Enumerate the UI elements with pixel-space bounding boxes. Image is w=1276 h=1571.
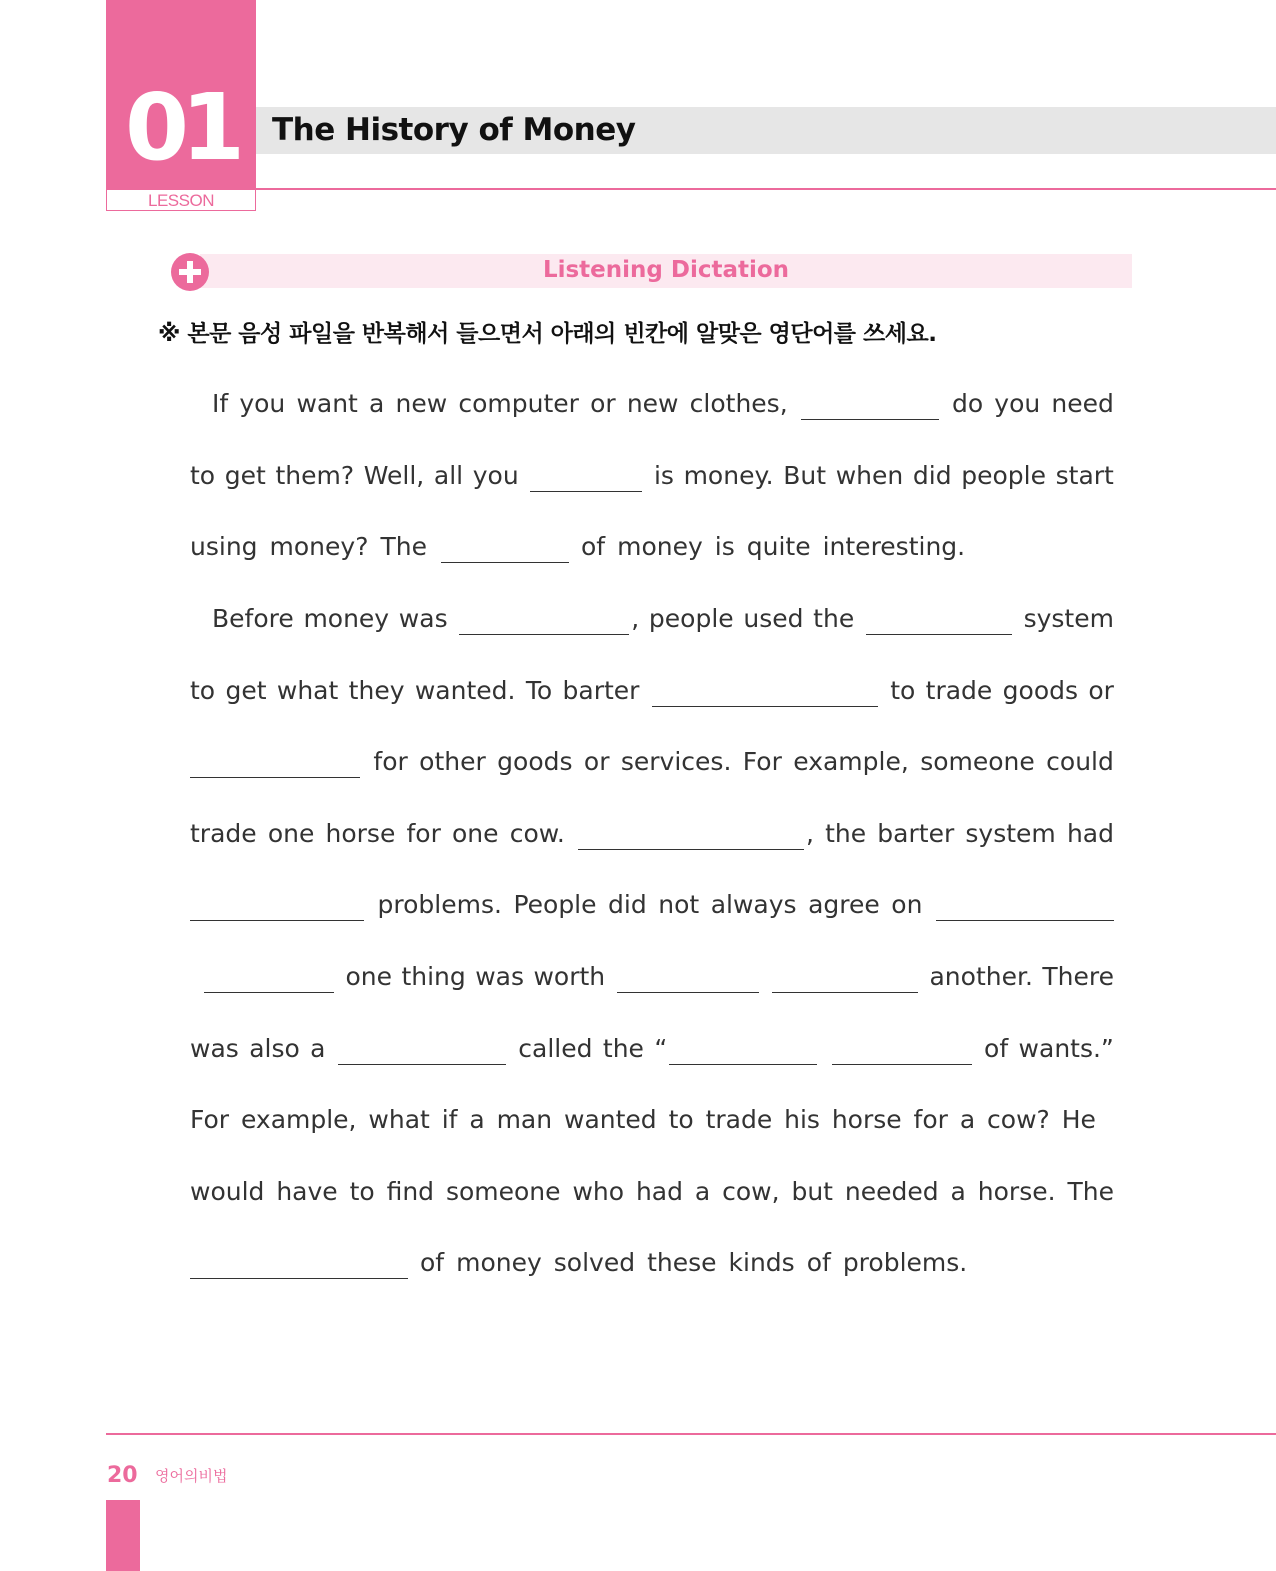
- word: for: [406, 818, 441, 848]
- word: For: [742, 747, 782, 777]
- word: of: [806, 1248, 831, 1278]
- word: trade: [705, 1105, 773, 1135]
- word: If: [212, 389, 229, 419]
- word: but: [791, 1176, 833, 1206]
- word: a: [959, 1105, 976, 1135]
- passage-line: [190, 1227, 1114, 1299]
- passage-line: [190, 869, 1114, 941]
- blank[interactable]: [459, 614, 629, 635]
- word: one: [345, 962, 392, 992]
- passage-line: [190, 440, 1114, 512]
- word: get: [225, 675, 267, 705]
- word: new: [395, 389, 448, 419]
- word: other: [419, 747, 486, 777]
- word: example,: [240, 1105, 357, 1135]
- word: wants.”: [1018, 1033, 1114, 1063]
- word: wanted.: [414, 675, 516, 705]
- blank[interactable]: [441, 542, 569, 563]
- word: goods: [1002, 675, 1079, 705]
- word: what: [368, 1105, 430, 1135]
- word: or: [583, 747, 610, 777]
- word: clothes,: [689, 389, 788, 419]
- word: one: [267, 818, 315, 848]
- lesson-label: LESSON: [106, 189, 256, 211]
- passage-line: [190, 1012, 1114, 1084]
- word: would: [190, 1176, 265, 1206]
- word: could: [1046, 747, 1114, 777]
- word: his: [784, 1105, 820, 1135]
- word: “: [654, 1033, 668, 1063]
- blank[interactable]: [936, 900, 1114, 921]
- word: The: [380, 532, 427, 562]
- word: to: [890, 675, 916, 705]
- word: you: [472, 460, 519, 490]
- passage-line: [190, 941, 1114, 1013]
- footer-accent-bar: [106, 1500, 140, 1571]
- word: money: [303, 604, 390, 634]
- page-number: 20: [107, 1463, 138, 1488]
- blank[interactable]: [578, 829, 804, 850]
- blank[interactable]: [832, 1044, 972, 1065]
- word: need: [1051, 389, 1114, 419]
- word: thing: [401, 962, 466, 992]
- passage-line: [190, 368, 1114, 440]
- word: system: [1023, 604, 1114, 634]
- word: goods: [497, 747, 573, 777]
- word: money: [617, 532, 703, 562]
- word: The: [1067, 1176, 1114, 1206]
- word: cow.: [509, 818, 565, 848]
- word: kinds: [728, 1248, 795, 1278]
- word: a: [369, 389, 385, 419]
- word: of: [580, 532, 606, 562]
- word: computer: [458, 389, 579, 419]
- blank-group: [576, 819, 814, 848]
- word: have: [276, 1176, 338, 1206]
- word: money.: [683, 460, 774, 490]
- word: you: [994, 389, 1041, 419]
- word: the: [813, 604, 855, 634]
- word: called: [518, 1033, 593, 1063]
- blank-group: [457, 604, 639, 633]
- instruction-text: ※ 본문 음성 파일을 반복해서 들으면서 아래의 빈칸에 알맞은 영단어를 쓰세요.: [158, 321, 937, 347]
- passage-line: [190, 654, 1114, 726]
- section-title: Listening Dictation: [542, 257, 790, 283]
- word: barter: [877, 818, 955, 848]
- word: Well,: [363, 460, 425, 490]
- word: someone: [920, 747, 1035, 777]
- word: To: [525, 675, 553, 705]
- word: solved: [553, 1248, 636, 1278]
- blank[interactable]: [190, 1258, 408, 1279]
- word: was: [190, 1033, 239, 1063]
- word: start: [1055, 460, 1114, 490]
- word: want: [296, 389, 358, 419]
- blank[interactable]: [652, 686, 878, 707]
- word: for: [373, 747, 408, 777]
- word: But: [783, 460, 827, 490]
- word: a: [950, 1176, 966, 1206]
- word: did: [912, 460, 952, 490]
- word: is: [714, 532, 735, 562]
- word: was: [398, 604, 448, 634]
- word: do: [951, 389, 984, 419]
- word: wanted: [564, 1105, 657, 1135]
- footer-divider: [106, 1433, 1276, 1435]
- blank[interactable]: [669, 1044, 817, 1065]
- word: all: [433, 460, 464, 490]
- blank[interactable]: [866, 614, 1012, 635]
- word: them?: [275, 460, 355, 490]
- word: was: [475, 962, 524, 992]
- word: one: [452, 818, 499, 848]
- passage-line: [190, 1084, 1114, 1156]
- word: system: [965, 818, 1056, 848]
- word: they: [348, 675, 405, 705]
- word: to: [668, 1105, 694, 1135]
- word: People: [513, 890, 597, 920]
- lesson-number: 01: [124, 74, 238, 181]
- word: a: [310, 1033, 326, 1063]
- book-title: 영어의비법: [155, 1467, 228, 1485]
- blank[interactable]: [338, 1044, 506, 1065]
- word: services.: [620, 747, 732, 777]
- word: when: [835, 460, 904, 490]
- word: is: [653, 460, 674, 490]
- word: the: [602, 1033, 644, 1063]
- word: interesting.: [822, 532, 966, 562]
- word: to: [349, 1176, 375, 1206]
- dictation-passage: [190, 368, 1114, 1299]
- passage-line: [190, 798, 1114, 870]
- page-title: The History of Money: [272, 112, 636, 148]
- word: had: [1066, 818, 1114, 848]
- word: always: [710, 890, 797, 920]
- word: quite: [746, 532, 811, 562]
- word: a: [469, 1105, 485, 1135]
- word: He: [1061, 1105, 1096, 1135]
- word: you: [239, 389, 286, 419]
- word: man: [496, 1105, 553, 1135]
- word: ,: [806, 818, 814, 848]
- word: cow?: [987, 1105, 1050, 1135]
- word: people: [961, 460, 1046, 490]
- word: Before: [212, 604, 294, 634]
- word: a: [694, 1176, 711, 1206]
- word: who: [572, 1176, 625, 1206]
- word: for: [913, 1105, 948, 1135]
- word: problems.: [377, 890, 502, 920]
- blank[interactable]: [190, 757, 360, 778]
- word: people: [648, 604, 734, 634]
- blank[interactable]: [530, 471, 642, 492]
- word: horse.: [977, 1176, 1056, 1206]
- word: to: [190, 675, 216, 705]
- passage-line: [190, 583, 1114, 655]
- word: or: [590, 389, 616, 419]
- word: or: [1088, 675, 1114, 705]
- word: trade: [190, 818, 257, 848]
- word: agree: [808, 890, 880, 920]
- header-divider: [256, 188, 1276, 190]
- word: used: [743, 604, 804, 634]
- word: ,: [631, 604, 640, 634]
- word: There: [1042, 962, 1114, 992]
- passage-line: [190, 1156, 1114, 1228]
- word: For: [190, 1105, 230, 1135]
- blank[interactable]: [772, 972, 918, 993]
- word: cow,: [722, 1176, 780, 1206]
- word: these: [647, 1248, 717, 1278]
- word: of: [984, 1033, 1009, 1063]
- passage-line: [190, 726, 1114, 798]
- word: get: [224, 460, 266, 490]
- blank[interactable]: [204, 972, 334, 993]
- word: money: [456, 1248, 542, 1278]
- blank-group: [654, 1034, 819, 1063]
- blank[interactable]: [801, 399, 939, 420]
- word: new: [626, 389, 679, 419]
- word: if: [441, 1105, 458, 1135]
- word: worth: [533, 962, 606, 992]
- word: find: [386, 1176, 435, 1206]
- word: problems.: [842, 1248, 968, 1278]
- word: had: [635, 1176, 683, 1206]
- word: on: [891, 890, 923, 920]
- passage-line: [190, 511, 1114, 583]
- word: the: [825, 818, 867, 848]
- word: money?: [269, 532, 369, 562]
- word: to: [190, 460, 216, 490]
- word: using: [190, 532, 258, 562]
- word: not: [658, 890, 700, 920]
- word: did: [608, 890, 647, 920]
- blank[interactable]: [617, 972, 759, 993]
- word: barter: [562, 675, 640, 705]
- word: horse: [325, 818, 396, 848]
- word: someone: [445, 1176, 561, 1206]
- blank[interactable]: [190, 900, 364, 921]
- word: trade: [925, 675, 993, 705]
- word: needed: [844, 1176, 939, 1206]
- word: horse: [831, 1105, 902, 1135]
- word: what: [276, 675, 339, 705]
- word: another.: [929, 962, 1033, 992]
- word: of: [420, 1248, 445, 1278]
- word: example,: [793, 747, 909, 777]
- word: also: [249, 1033, 300, 1063]
